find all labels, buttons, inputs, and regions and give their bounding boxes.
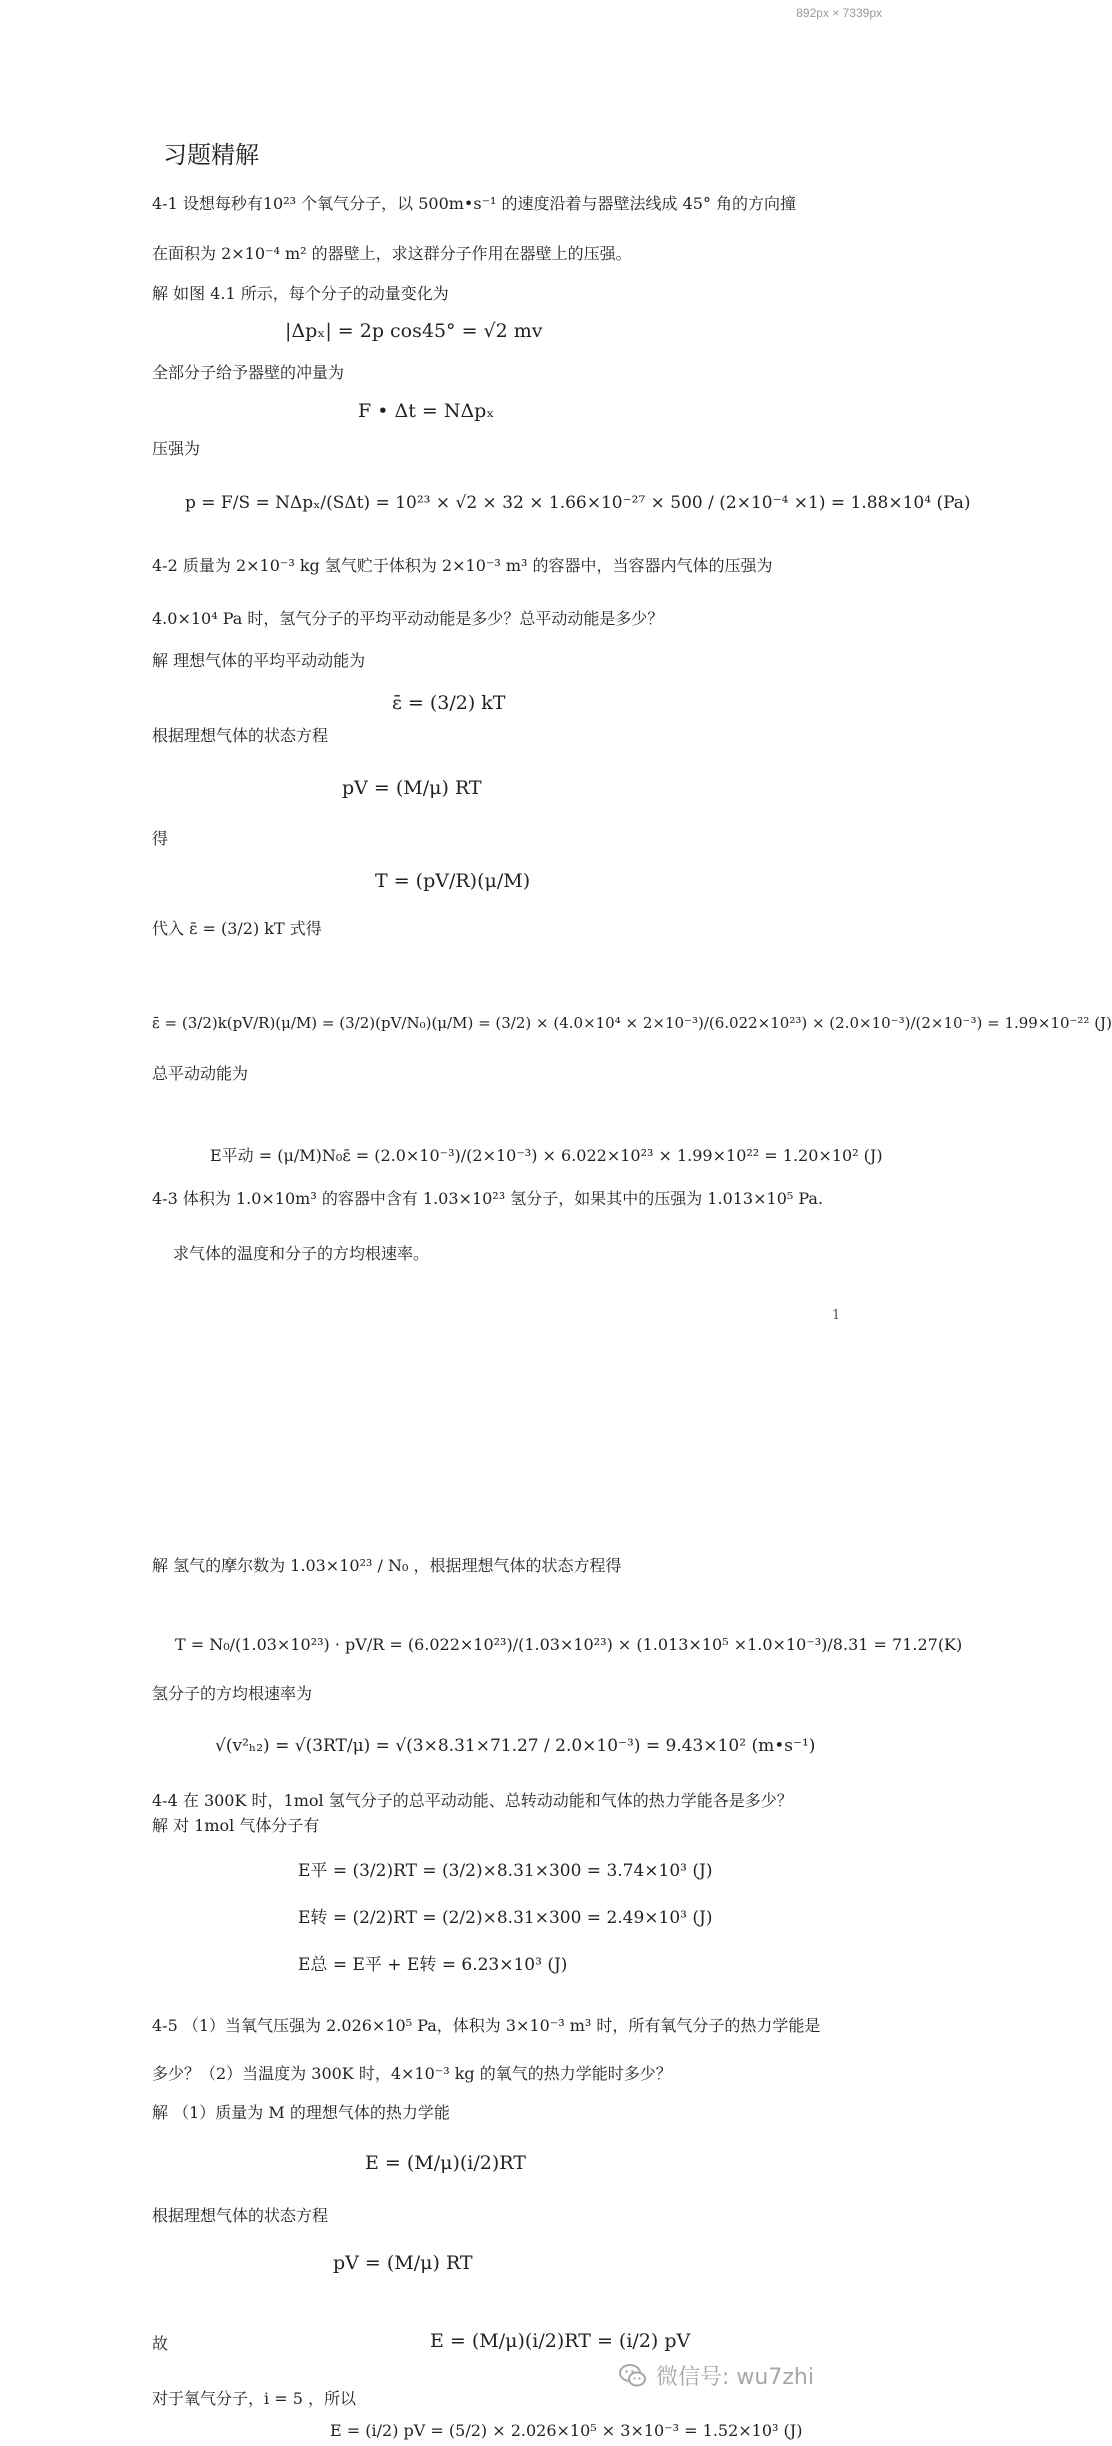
equation: p = F/S = NΔpₓ/(SΔt) = 10²³ × √2 × 32 × 1.66×10⁻²⁷ × 500 / (2×10⁻⁴ ×1) = 1.88×10⁴ (Pa) [185,493,971,513]
equation: E = (M/μ)(i/2)RT [365,2152,526,2174]
question-line: 在面积为 2×10⁻⁴ m² 的器壁上，求这群分子作用在器壁上的压强。 [152,244,632,263]
equation: pV = (M/μ) RT [342,777,482,799]
body-text: 压强为 [152,439,201,458]
equation: E总 = E平 + E转 = 6.23×10³ (J) [298,1955,568,1975]
question-line: 4-5 （1）当氧气压强为 2.026×10⁵ Pa，体积为 3×10⁻³ m³ 时，所有氧气分子的热力学能是 [152,2016,821,2035]
solution-intro: 解 氢气的摩尔数为 1.03×10²³ / N₀ ，根据理想气体的状态方程得 [152,1556,622,1575]
equation: pV = (M/μ) RT [333,2252,473,2274]
solution-intro: 解 （1）质量为 M 的理想气体的热力学能 [152,2103,450,2122]
watermark-text: 微信号: wu7zhi [656,2365,814,2390]
solution-intro: 解 对 1mol 气体分子有 [152,1816,320,1835]
watermark [618,2360,814,2391]
question-line: 4-4 在 300K 时，1mol 氢气分子的总平动动能、总转动动能和气体的热力学能各是多少？ [152,1791,793,1810]
image-dimension-label: 892px × 7339px [796,6,882,20]
body-text: 全部分子给予器壁的冲量为 [152,363,345,382]
body-text: 得 [152,829,169,848]
equation: E转 = (2/2)RT = (2/2)×8.31×300 = 2.49×10³ (J) [298,1908,713,1928]
equation: F • Δt = NΔpₓ [358,400,495,422]
solution-intro: 解 理想气体的平均平动动能为 [152,651,366,670]
question-line: 求气体的温度和分子的方均根速率。 [173,1244,430,1263]
equation: ε̄ = (3/2) kT [392,692,506,714]
question-line: 4-2 质量为 2×10⁻³ kg 氢气贮于体积为 2×10⁻³ m³ 的容器中，当容器内气体的压强为 [152,556,773,575]
equation: T = N₀/(1.03×10²³) · pV/R = (6.022×10²³)/(1.03×10²³) × (1.013×10⁵ ×1.0×10⁻³)/8.31 = 71.27(K) [175,1635,963,1654]
equation: E平 = (3/2)RT = (3/2)×8.31×300 = 3.74×10³ (J) [298,1861,713,1881]
equation: E = (M/μ)(i/2)RT = (i/2) pV [430,2330,691,2352]
wechat-icon [618,2361,648,2391]
body-text: 氢分子的方均根速率为 [152,1684,313,1703]
question-line: 多少？（2）当温度为 300K 时，4×10⁻³ kg 的氧气的热力学能时多少？ [152,2064,672,2083]
body-text: 根据理想气体的状态方程 [152,726,329,745]
body-text: 总平动动能为 [152,1064,249,1083]
body-text: 故 [152,2334,169,2353]
body-text: 对于氧气分子，i = 5 ，所以 [152,2389,356,2408]
equation: |Δpₓ| = 2p cos45° = √2 mv [285,320,543,342]
equation: T = (pV/R)(μ/M) [375,870,531,892]
question-line: 4-3 体积为 1.0×10m³ 的容器中含有 1.03×10²³ 氢分子，如果其中的压强为 1.013×10⁵ Pa. [152,1189,824,1208]
body-text: 根据理想气体的状态方程 [152,2206,329,2225]
question-line: 4.0×10⁴ Pa 时，氢气分子的平均平动动能是多少？总平动动能是多少？ [152,609,664,628]
equation: E = (i/2) pV = (5/2) × 2.026×10⁵ × 3×10⁻³ = 1.52×10³ (J) [330,2421,803,2440]
question-line: 4-1 设想每秒有10²³ 个氧气分子，以 500m•s⁻¹ 的速度沿着与器壁法线成 45° 角的方向撞 [152,194,797,213]
section-title: 习题精解 [163,141,259,169]
equation: ε̄ = (3/2)k(pV/R)(μ/M) = (3/2)(pV/N₀)(μ/M) = (3/2) × (4.0×10⁴ × 2×10⁻³)/(6.022×10²³) × (2.0×10⁻³)/(2×10⁻³) = 1.99×10⁻²² (J) [152,1014,1112,1032]
equation: E平动 = (μ/M)N₀ε̄ = (2.0×10⁻³)/(2×10⁻³) × 6.022×10²³ × 1.99×10²² = 1.20×10² (J) [210,1146,883,1165]
page-number: 1 [832,1308,841,1323]
equation: √(v²ₕ₂) = √(3RT/μ) = √(3×8.31×71.27 / 2.0×10⁻³) = 9.43×10² (m•s⁻¹) [215,1736,816,1756]
solution-intro: 解 如图 4.1 所示，每个分子的动量变化为 [152,284,449,303]
body-text: 代入 ε̄ = (3/2) kT 式得 [152,919,322,938]
